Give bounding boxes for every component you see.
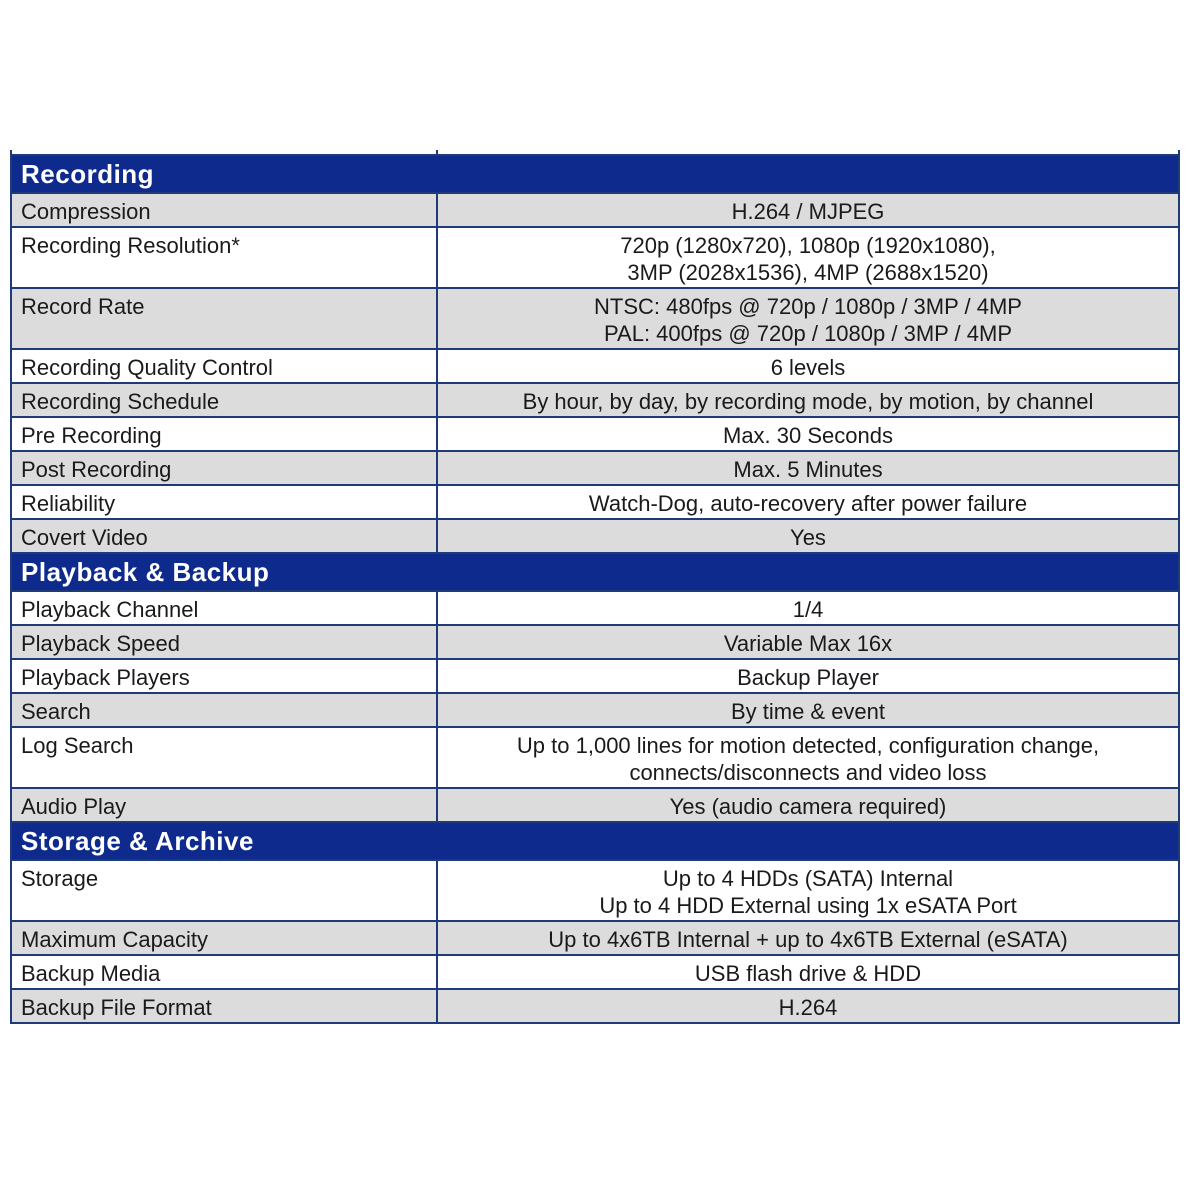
spec-value-line: 720p (1280x720), 1080p (1920x1080),	[620, 233, 996, 258]
spec-label: Playback Players	[11, 659, 437, 693]
spec-value-line: Max. 5 Minutes	[733, 457, 883, 482]
spec-value	[437, 519, 1179, 553]
spec-value-line: H.264	[778, 995, 838, 1020]
spec-row	[11, 288, 1179, 349]
spec-value-line: Max. 30 Seconds	[723, 423, 893, 448]
spec-row	[11, 227, 1179, 288]
spec-value-line: 3MP (2028x1536), 4MP (2688x1520)	[627, 260, 989, 285]
spec-value	[437, 451, 1179, 485]
spec-label: Search	[11, 693, 437, 727]
spec-row	[11, 591, 1179, 625]
spec-label: Recording Schedule	[11, 383, 437, 417]
spec-row	[11, 955, 1179, 989]
spec-row	[11, 383, 1179, 417]
spec-row	[11, 451, 1179, 485]
spec-row	[11, 989, 1179, 1023]
spec-label: Pre Recording	[11, 417, 437, 451]
spec-value	[437, 989, 1179, 1023]
spec-label: Playback Channel	[11, 591, 437, 625]
spec-value	[437, 349, 1179, 383]
spec-value-line: Yes (audio camera required)	[669, 794, 947, 819]
spec-value-line: Up to 1,000 lines for motion detected, configuration change,	[516, 733, 1100, 758]
spec-value	[437, 788, 1179, 822]
spec-label: Playback Speed	[11, 625, 437, 659]
spec-label: Reliability	[11, 485, 437, 519]
spec-value-line: PAL: 400fps @ 720p / 1080p / 3MP / 4MP	[604, 321, 1012, 346]
section-header	[11, 553, 1179, 591]
spec-value-line: Watch-Dog, auto-recovery after power failure	[588, 491, 1028, 516]
spec-value	[437, 485, 1179, 519]
section-title: Storage & Archive	[11, 822, 1179, 860]
spec-label: Backup File Format	[11, 989, 437, 1023]
spec-label: Recording Resolution*	[11, 227, 437, 288]
spec-value	[437, 659, 1179, 693]
spec-value	[437, 921, 1179, 955]
spec-label: Recording Quality Control	[11, 349, 437, 383]
spec-value-line: connects/disconnects and video loss	[629, 760, 987, 785]
spec-value-line: NTSC: 480fps @ 720p / 1080p / 3MP / 4MP	[594, 294, 1022, 319]
spec-label: Backup Media	[11, 955, 437, 989]
spec-value	[437, 383, 1179, 417]
spec-value	[437, 693, 1179, 727]
spec-value	[437, 417, 1179, 451]
spec-row	[11, 860, 1179, 921]
spec-row	[11, 659, 1179, 693]
spec-value	[437, 193, 1179, 227]
spec-value	[437, 727, 1179, 788]
spec-row	[11, 625, 1179, 659]
section-title: Playback & Backup	[11, 553, 1179, 591]
spec-label: Audio Play	[11, 788, 437, 822]
spec-row	[11, 417, 1179, 451]
spec-value-line: Variable Max 16x	[723, 631, 893, 656]
spec-value-line: Backup Player	[737, 665, 879, 690]
spec-value	[437, 591, 1179, 625]
spec-row	[11, 485, 1179, 519]
spec-value-line: H.264 / MJPEG	[731, 199, 885, 224]
spec-value	[437, 227, 1179, 288]
spec-value-line: By hour, by day, by recording mode, by motion, by channel	[522, 389, 1094, 414]
spec-row	[11, 193, 1179, 227]
spec-value	[437, 860, 1179, 921]
spec-value	[437, 625, 1179, 659]
spec-value-line: Yes	[790, 525, 826, 550]
spec-label: Compression	[11, 193, 437, 227]
spec-value-line: Up to 4x6TB Internal + up to 4x6TB External (eSATA)	[548, 927, 1068, 952]
spec-row	[11, 693, 1179, 727]
spec-value-line: 1/4	[792, 597, 824, 622]
spec-table	[10, 150, 1180, 1024]
section-header	[11, 155, 1179, 193]
spec-label: Covert Video	[11, 519, 437, 553]
spec-row	[11, 519, 1179, 553]
spec-value-line: Up to 4 HDD External using 1x eSATA Port	[599, 893, 1017, 918]
spec-row	[11, 349, 1179, 383]
spec-label: Post Recording	[11, 451, 437, 485]
spec-row	[11, 921, 1179, 955]
spec-table-body	[11, 150, 1179, 1023]
spec-row	[11, 788, 1179, 822]
section-title: Recording	[11, 155, 1179, 193]
section-header	[11, 822, 1179, 860]
spec-label: Maximum Capacity	[11, 921, 437, 955]
spec-label: Log Search	[11, 727, 437, 788]
spec-value-line: 6 levels	[770, 355, 846, 380]
spec-row	[11, 727, 1179, 788]
spec-label: Storage	[11, 860, 437, 921]
spec-value-line: USB flash drive & HDD	[694, 961, 922, 986]
spec-value-line: Up to 4 HDDs (SATA) Internal	[662, 866, 954, 891]
spec-value	[437, 288, 1179, 349]
spec-value	[437, 955, 1179, 989]
spec-label: Record Rate	[11, 288, 437, 349]
spec-value-line: By time & event	[730, 699, 886, 724]
